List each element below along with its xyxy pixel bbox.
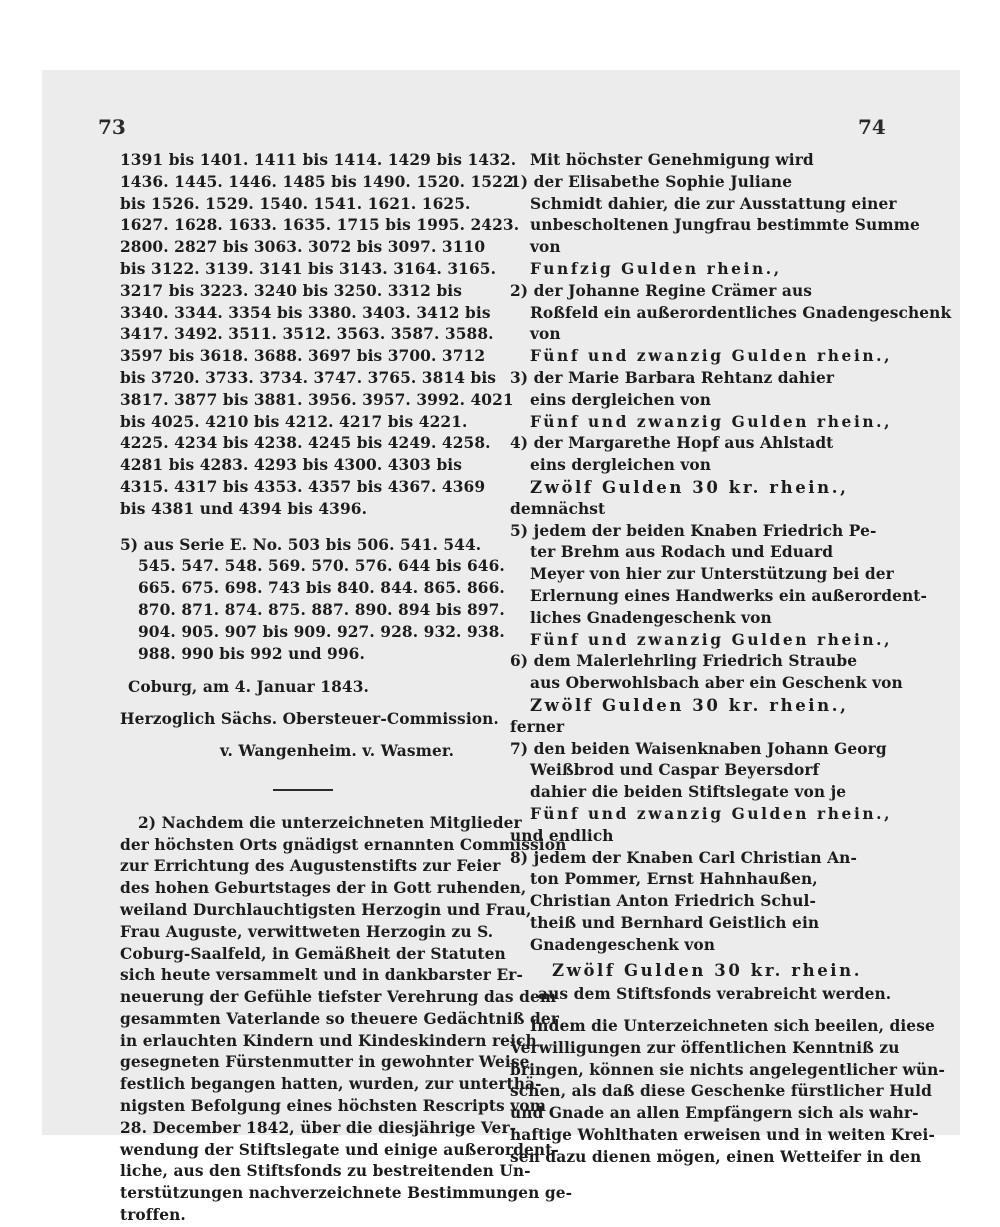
list-item (510, 172, 920, 281)
list-item (510, 368, 893, 433)
paragraph-line: des hohen Geburtstages der in Gott ruhenden, (120, 879, 527, 898)
paragraph-line: weiland Durchlauchtigsten Herzogin und Frau, (120, 900, 532, 919)
item-line: 8) jedem der Knaben Carl Christian An- (510, 848, 857, 867)
item-line: ter Brehm aus Rodach und Eduard (530, 543, 834, 562)
paragraph-line: neuerung der Gefühle tiefster Verehrung das dem (120, 988, 557, 1007)
item-line: Meyer von hier zur Unterstützung bei der (530, 565, 894, 584)
number-line: 3217 bis 3223. 3240 bis 3250. 3312 bis (120, 281, 463, 300)
item-line: 7) den beiden Waisenknaben Johann Georg (510, 739, 887, 758)
item-line: von (530, 238, 561, 257)
number-line: 2800. 2827 bis 3063. 3072 bis 3097. 3110 (120, 238, 486, 257)
connector-und-endlich: und endlich (510, 826, 614, 845)
number-line: 3417. 3492. 3511. 3512. 3563. 3587. 3588. (120, 325, 494, 344)
paragraph-line: festlich begangen hatten, wurden, zur unterthä- (120, 1075, 542, 1094)
item-line: Roßfeld ein außerordentliches Gnadengeschenk (530, 303, 952, 322)
item-amount: Funfzig Gulden rhein., (530, 259, 782, 278)
item-line: ton Pommer, Ernst Hahnhaußen, (530, 870, 818, 889)
right-column (510, 150, 952, 1169)
number-line: 1627. 1628. 1633. 1635. 1715 bis 1995. 2423. (120, 216, 520, 235)
paragraph-line: Frau Auguste, verwittweten Herzogin zu S. (120, 922, 494, 941)
paragraph-line: schen, als daß diese Geschenke fürstlicher Huld (510, 1082, 932, 1101)
paragraph-line: gesammten Vaterlande so theuere Gedächtniß der (120, 1009, 559, 1028)
paragraph-line: liche, aus den Stiftsfonds zu bestreitenden Un- (120, 1162, 531, 1181)
number-line: 3340. 3344. 3354 bis 3380. 3403. 3412 bis (120, 303, 491, 322)
item-amount: Fünf und zwanzig Gulden rhein., (530, 804, 893, 823)
item-line: liches Gnadengeschenk von (530, 608, 772, 627)
number-line: bis 1526. 1529. 1540. 1541. 1621. 1625. (120, 194, 471, 213)
list-item (510, 521, 927, 652)
item-line: 1) der Elisabethe Sophie Juliane (510, 172, 793, 191)
number-line: 1391 bis 1401. 1411 bis 1414. 1429 bis 1432. (120, 151, 517, 169)
item-line: dahier die beiden Stiftslegate von je (530, 783, 847, 802)
final-paragraph (510, 1016, 945, 1169)
item-amount: Zwölf Gulden 30 kr. rhein. (552, 961, 863, 981)
number-line: 4315. 4317 bis 4353. 4357 bis 4367. 4369 (120, 477, 486, 496)
serie-line: 665. 675. 698. 743 bis 840. 844. 865. 866. (138, 579, 505, 598)
number-line: 3817. 3877 bis 3881. 3956. 3957. 3992. 4021 (120, 390, 514, 409)
item-amount: Zwölf Gulden 30 kr. rhein., (530, 695, 849, 715)
signatures: v. Wangenheim. v. Wasmer. (220, 741, 455, 760)
paragraph-line: gesegneten Fürstenmutter in gewohnter Weise (120, 1053, 530, 1072)
item-line: 2) der Johanne Regine Crämer aus (510, 281, 813, 300)
connector-ferner: ferner (510, 717, 565, 736)
place-date: Coburg, am 4. Januar 1843. (128, 678, 369, 697)
number-line: 1436. 1445. 1446. 1485 bis 1490. 1520. 1522 (120, 172, 514, 191)
item-line: theiß und Bernhard Geistlich ein (530, 913, 820, 932)
closing-line: aus dem Stiftsfonds verabreicht werden. (538, 985, 892, 1004)
serie-line: 5) aus Serie E. No. 503 bis 506. 541. 544. (120, 535, 482, 554)
serie-line: 870. 871. 874. 875. 887. 890. 894 bis 897. (138, 600, 505, 619)
item-line: Schmidt dahier, die zur Ausstattung einer (530, 194, 897, 213)
paragraph-line: Indem die Unterzeichneten sich beeilen, diese (530, 1017, 935, 1036)
paragraph-line: wendung der Stiftslegate und einige außerordent- (120, 1140, 559, 1159)
number-list (120, 150, 520, 521)
paragraph-line: 28. December 1842, über die diesjährige Ver- (120, 1118, 517, 1137)
item-line: 6) dem Malerlehrling Friedrich Straube (510, 652, 858, 671)
item-line: aus Oberwohlsbach aber ein Geschenk von (530, 674, 903, 693)
serie-line: 988. 990 bis 992 und 996. (138, 644, 365, 663)
number-line: bis 4381 und 4394 bis 4396. (120, 499, 368, 518)
paragraph-line: Coburg-Saalfeld, in Gemäßheit der Statuten (120, 944, 506, 963)
item-amount: Fünf und zwanzig Gulden rhein., (530, 412, 893, 431)
item-amount: Fünf und zwanzig Gulden rhein., (530, 630, 893, 649)
paragraph-line: sich heute versammelt und in dankbarster Er- (120, 966, 524, 985)
item-amount: Fünf und zwanzig Gulden rhein., (530, 347, 893, 366)
item-line: 3) der Marie Barbara Rehtanz dahier (510, 368, 835, 387)
serie-e-list (120, 535, 505, 666)
paragraph-line: zur Errichtung des Augustenstifts zur Feier (120, 857, 501, 876)
item-line: 4) der Margarethe Hopf aus Ahlstadt (510, 434, 834, 453)
number-line: bis 3720. 3733. 3734. 3747. 3765. 3814 bis (120, 368, 497, 387)
number-line: bis 4025. 4210 bis 4212. 4217 bis 4221. (120, 412, 468, 431)
serie-line: 545. 547. 548. 569. 570. 576. 644 bis 646. (138, 557, 505, 576)
item-amount: Zwölf Gulden 30 kr. rhein., (530, 477, 849, 497)
paragraph-line: in erlauchten Kindern und Kindeskindern reich (120, 1031, 537, 1050)
number-line: 4281 bis 4283. 4293 bis 4300. 4303 bis (120, 456, 463, 475)
item-line: eins dergleichen von (530, 390, 712, 409)
number-line: bis 3122. 3139. 3141 bis 3143. 3164. 3165. (120, 259, 497, 278)
list-item (510, 281, 952, 368)
item-line: eins dergleichen von (530, 456, 712, 475)
paragraph-line: troffen. (120, 1206, 186, 1225)
paragraph-line: Verwilligungen zur öffentlichen Kenntniß zu (510, 1038, 900, 1057)
paragraph-line: terstützungen nachverzeichnete Bestimmungen ge- (120, 1184, 573, 1203)
list-item (510, 651, 903, 716)
list-item (510, 433, 878, 498)
item-line: Erlernung eines Handwerks ein außerordent- (530, 586, 927, 605)
connector-demnaechst: demnächst (510, 499, 606, 518)
paragraph-line: haftige Wohlthaten erweisen und in weiten Krei- (510, 1126, 935, 1145)
item-line: Weißbrod und Caspar Beyersdorf (530, 761, 820, 780)
number-line: 3597 bis 3618. 3688. 3697 bis 3700. 3712 (120, 347, 486, 366)
paragraph-line: bringen, können sie nichts angelegentlicher wün- (510, 1060, 945, 1079)
paragraph-line: und Gnade an allen Empfängern sich als wahr- (510, 1104, 919, 1123)
right-page-number: 74 (858, 115, 886, 139)
intro-line: Mit höchster Genehmigung wird (530, 151, 814, 169)
paragraph-line: 2) Nachdem die unterzeichneten Mitglieder (138, 813, 522, 832)
list-item (510, 848, 878, 983)
section-divider (273, 789, 333, 791)
item-line: von (530, 325, 561, 344)
paragraph-line: sen dazu dienen mögen, einen Wetteifer in den (510, 1147, 922, 1166)
item-line: 5) jedem der beiden Knaben Friedrich Pe- (510, 521, 877, 540)
paragraph-line: nigsten Befolgung eines höchsten Rescripts vom (120, 1097, 547, 1116)
paragraph-line: der höchsten Orts gnädigst ernannten Commission (120, 835, 567, 854)
list-item (510, 739, 893, 826)
serie-line: 904. 905. 907 bis 909. 927. 928. 932. 938. (138, 622, 505, 641)
item-line: Gnadengeschenk von (530, 935, 716, 954)
number-line: 4225. 4234 bis 4238. 4245 bis 4249. 4258. (120, 434, 491, 453)
left-page-number: 73 (98, 115, 126, 139)
item-line: Christian Anton Friedrich Schul- (530, 892, 816, 911)
commission-name: Herzoglich Sächs. Obersteuer-Commission. (120, 710, 499, 729)
item-line: unbescholtenen Jungfrau bestimmte Summe (530, 216, 920, 235)
